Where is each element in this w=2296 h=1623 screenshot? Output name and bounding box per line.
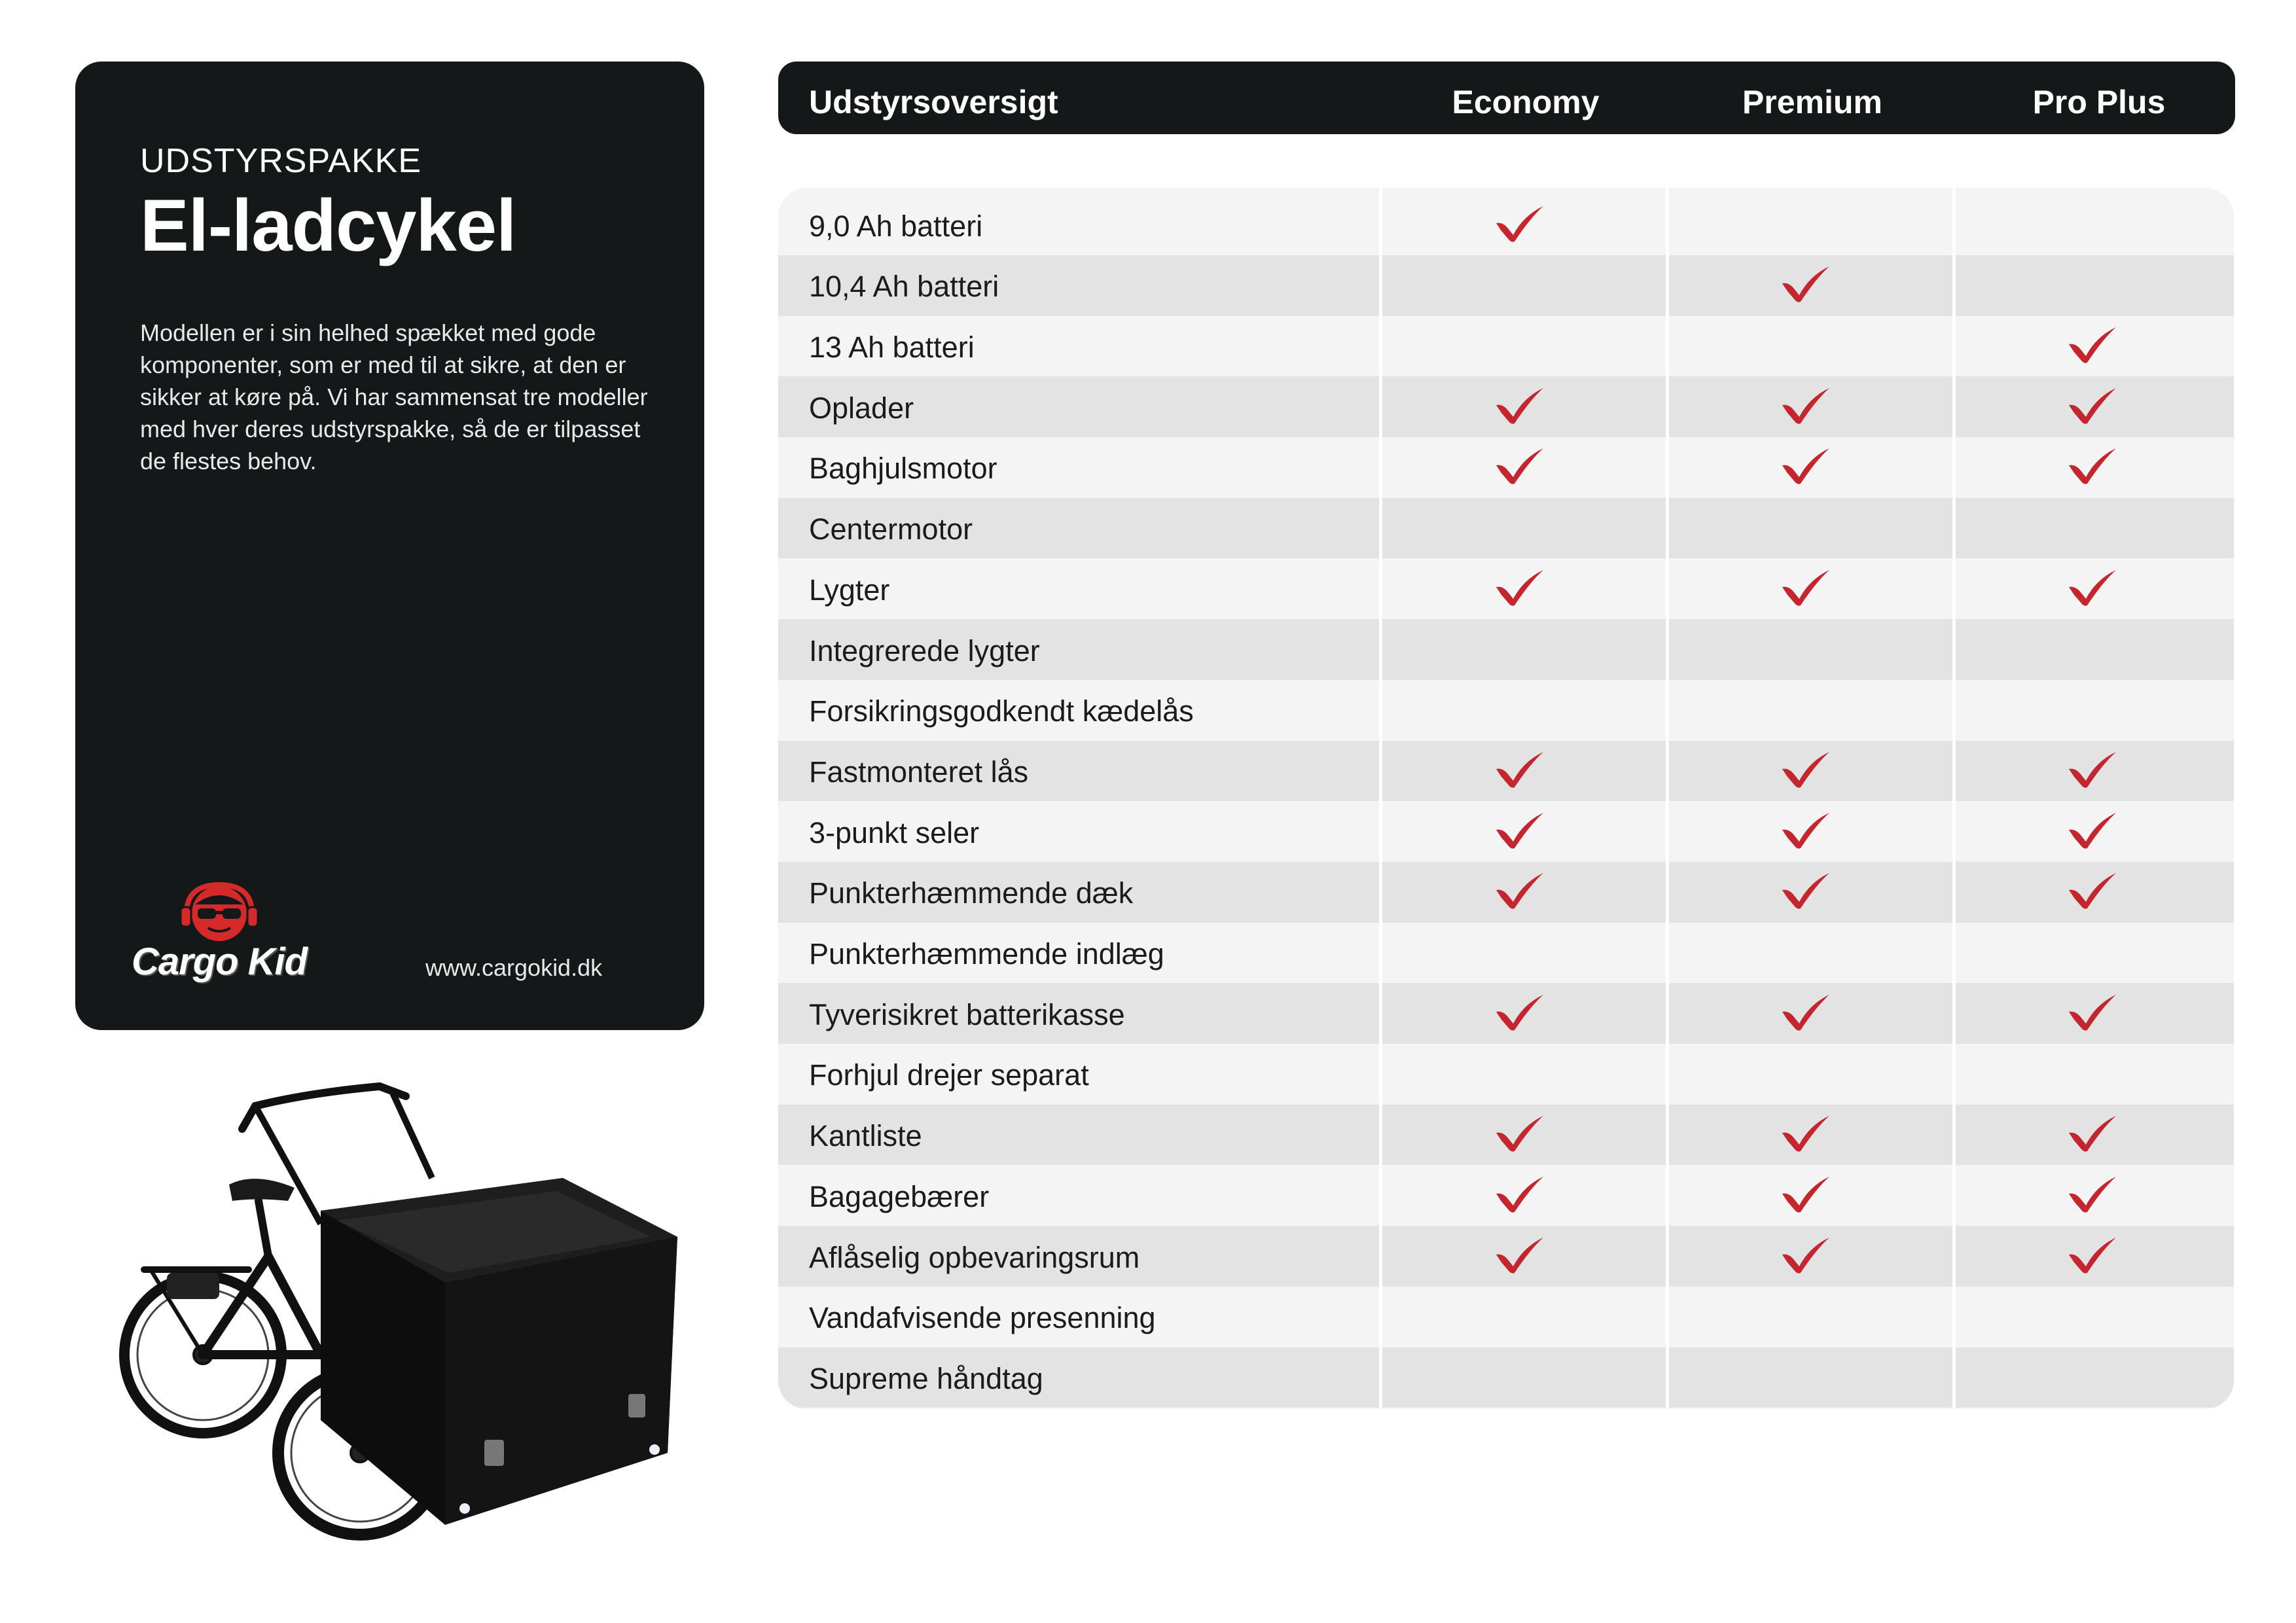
checkmark-icon: [1780, 1235, 1832, 1275]
checkmark-icon: [2066, 446, 2119, 486]
table-row: [778, 376, 2234, 437]
promo-description: Modellen er i sin helhed spækket med gode komponenter, som er med til at sikre, at den er sikker at køre på. Vi har sammensat tre modeller med hver deres udstyrspakke, så de er tilpasset de flestes behov.: [140, 319, 648, 474]
table-row: [778, 983, 2234, 1044]
promo-panel: [75, 62, 704, 1030]
column-divider: [1952, 188, 1956, 1409]
table-row: [778, 255, 2234, 316]
table-row: [778, 188, 2234, 255]
cargokid-logo: [124, 873, 314, 991]
table-row: [778, 1347, 2234, 1408]
table-row: [778, 437, 2234, 498]
checkmark-icon: [1780, 567, 1832, 608]
table-row: [778, 862, 2234, 923]
table-row: [778, 1105, 2234, 1166]
checkmark-icon: [1780, 385, 1832, 426]
checkmark-icon: [1494, 204, 1546, 244]
table-row: [778, 619, 2234, 680]
table-row: [778, 801, 2234, 862]
feature-label: Fastmonteret lås: [809, 755, 1029, 789]
column-header-economy: Economy: [1452, 84, 1600, 120]
equipment-table: [778, 188, 2234, 1409]
column-divider: [1379, 188, 1382, 1409]
feature-label: 9,0 Ah batteri: [809, 209, 983, 243]
checkmark-icon: [1494, 446, 1546, 486]
feature-label: Lygter: [809, 573, 890, 607]
checkmark-icon: [2066, 870, 2119, 911]
feature-label: Oplader: [809, 391, 914, 425]
website-link[interactable]: www.cargokid.dk: [425, 954, 603, 981]
column-divider: [1666, 188, 1669, 1409]
table-row: [778, 741, 2234, 802]
checkmark-icon: [1494, 1235, 1546, 1275]
feature-label: Integrerede lygter: [809, 633, 1040, 668]
feature-label: Kantliste: [809, 1119, 922, 1153]
table-row: [778, 1226, 2234, 1287]
checkmark-icon: [2066, 810, 2119, 851]
checkmark-icon: [1494, 385, 1546, 426]
mascot-icon: [124, 873, 314, 945]
checkmark-icon: [2066, 1174, 2119, 1215]
checkmark-icon: [1780, 1174, 1832, 1215]
feature-label: Aflåselig opbevaringsrum: [809, 1240, 1140, 1274]
checkmark-icon: [1494, 810, 1546, 851]
checkmark-icon: [1780, 446, 1832, 486]
feature-label: Punkterhæmmende indlæg: [809, 937, 1164, 971]
table-row: [778, 559, 2234, 620]
feature-label: 10,4 Ah batteri: [809, 270, 999, 304]
checkmark-icon: [1494, 567, 1546, 608]
feature-label: 13 Ah batteri: [809, 330, 975, 365]
feature-label: Bagagebærer: [809, 1179, 990, 1213]
checkmark-icon: [1780, 870, 1832, 911]
table-row: [778, 1166, 2234, 1226]
feature-label: Centermotor: [809, 512, 973, 546]
cargo-bike-image: [105, 1080, 694, 1577]
checkmark-icon: [2066, 749, 2119, 790]
feature-label: 3-punkt seler: [809, 815, 980, 849]
feature-label: Baghjulsmotor: [809, 452, 997, 486]
checkmark-icon: [1780, 810, 1832, 851]
logo-text: Cargo Kid: [131, 940, 308, 983]
checkmark-icon: [1494, 1113, 1546, 1154]
checkmark-icon: [1494, 1174, 1546, 1215]
table-row: [778, 498, 2234, 559]
checkmark-icon: [1494, 749, 1546, 790]
feature-label: Punkterhæmmende dæk: [809, 876, 1134, 910]
table-row: [778, 316, 2234, 377]
checkmark-icon: [1780, 1113, 1832, 1154]
promo-kicker: UDSTYRSPAKKE: [140, 142, 422, 180]
feature-label: Vandafvisende presenning: [809, 1301, 1156, 1335]
checkmark-icon: [2066, 992, 2119, 1033]
checkmark-icon: [1780, 264, 1832, 304]
checkmark-icon: [2066, 1113, 2119, 1154]
checkmark-icon: [1780, 992, 1832, 1033]
table-row: [778, 923, 2234, 984]
feature-label: Forhjul drejer separat: [809, 1058, 1089, 1092]
checkmark-icon: [2066, 385, 2119, 426]
checkmark-icon: [1780, 749, 1832, 790]
table-header: [778, 62, 2235, 134]
checkmark-icon: [1494, 870, 1546, 911]
column-header-premium: Premium: [1742, 84, 1882, 120]
feature-label: Tyverisikret batterikasse: [809, 997, 1125, 1031]
checkmark-icon: [2066, 325, 2119, 365]
table-row: [778, 1287, 2234, 1347]
feature-label: Forsikringsgodkendt kædelås: [809, 694, 1194, 728]
feature-label: Supreme håndtag: [809, 1361, 1043, 1395]
checkmark-icon: [2066, 1235, 2119, 1275]
promo-title: El-ladcykel: [140, 185, 516, 266]
checkmark-icon: [1494, 992, 1546, 1033]
table-row: [778, 1044, 2234, 1105]
column-header-pro-plus: Pro Plus: [2032, 84, 2166, 120]
table-row: [778, 680, 2234, 741]
checkmark-icon: [2066, 567, 2119, 608]
table-title: Udstyrsoversigt: [809, 84, 1058, 120]
